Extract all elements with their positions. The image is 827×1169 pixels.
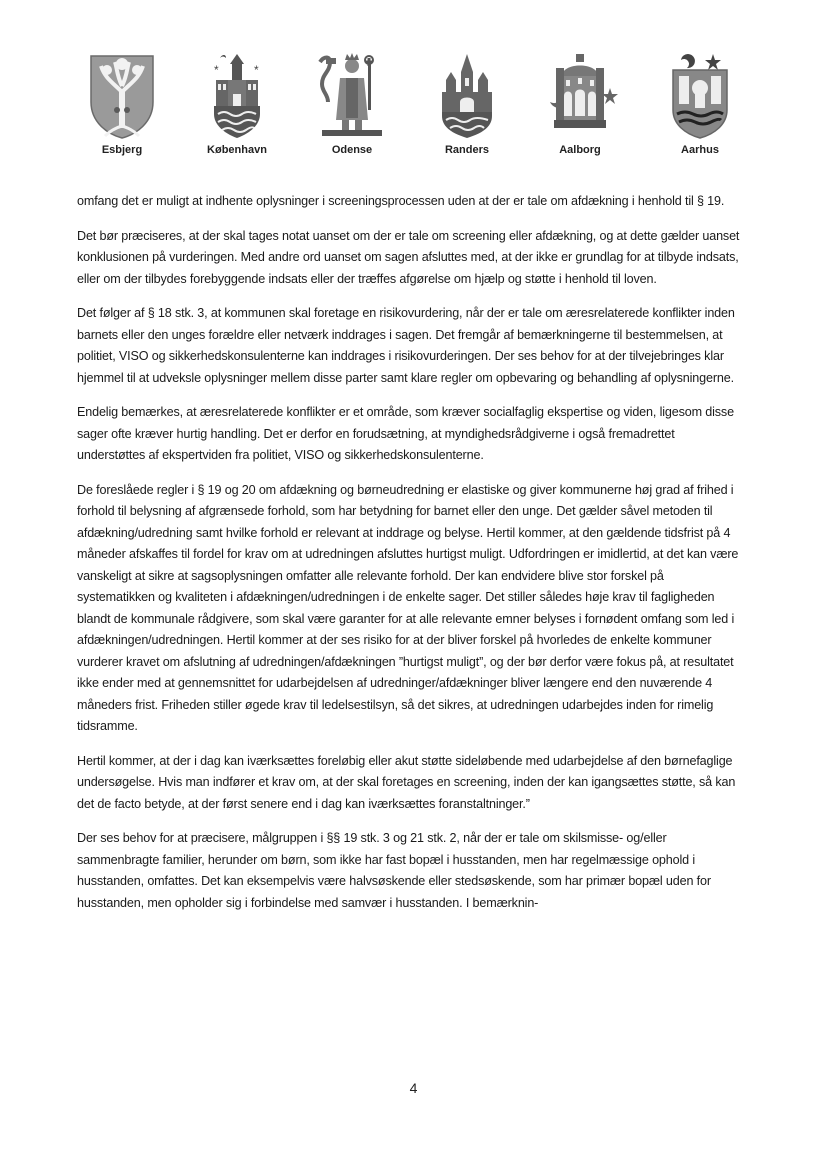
crest-randers <box>417 50 517 156</box>
crest-label-odense: Odense <box>331 144 373 156</box>
randers-crest-icon <box>432 50 502 140</box>
crest-aalborg <box>530 50 630 156</box>
svg-text:*: * <box>214 63 219 77</box>
paragraph: Det følger af § 18 stk. 3, at kommunen skal foretage en risikovurdering, når der er tale om æresrelaterede konflikter inden barnets eller den unges forældre eller netværk inddrages i sagen. Det fremgår af bemærkningerne til bestemmelsen, at politiet, VISO og sikkerhedskonsulenterne kan inddrages i risikovurderingen. Der ses behov for at der tilvejebringes klar hjemmel til at udveksle oplysninger mellem disse parter samt klare regler om opbevaring og behandling af oplysningerne. <box>77 306 735 385</box>
paragraph: Hertil kommer, at der i dag kan iværksættes foreløbig eller akut støtte sideløbende med udarbejdelse af den børnefaglige undersøgelse. Hvis man indfører et krav om, at der skal foretages en screening, inden der kan igangsættes støtte, så kan det de facto betyde, at der først senere end i dag kan iværksættes foranstaltninger.” <box>77 753 736 811</box>
aalborg-crest-icon <box>530 50 630 140</box>
paragraph: Endelig bemærkes, at æresrelaterede konflikter er et område, som kræver socialfaglig ekspertise og viden, ligesom disse sager ofte kræver hurtig handling. Det er derfor en forudsætning, at myndighedsrådgiverne i også fremadrettet understøttes af ekspertviden fra politiet, VISO og sikkerhedskonsulenterne. <box>77 405 734 462</box>
kobenhavn-crest-icon <box>202 50 272 140</box>
crest-aarhus <box>650 50 750 156</box>
svg-text:*: * <box>254 63 259 77</box>
crest-label-aalborg: Aalborg <box>559 144 601 156</box>
municipality-crests-header <box>70 40 770 165</box>
crest-label-aarhus: Aarhus <box>681 144 719 156</box>
page-number: 4 <box>409 1080 418 1096</box>
paragraph: Der ses behov for at præcisere, målgruppen i §§ 19 stk. 3 og 21 stk. 2, når der er tale om skilsmisse- og/eller sammenbragte familier, herunder om børn, som ikke har fast bopæl i husstanden, men har regelmæssige ophold i husstanden, omfattes. Det kan eksempelvis være halvsøskende eller stedsøskende, som har primær bopæl uden for husstanden, men opholder sig i forbindelse med samvær i husstanden. I bemærknin- <box>77 831 711 910</box>
paragraph: Det bør præciseres, at der skal tages notat uanset om der er tale om screening eller afdækning, og at dette gælder uanset konklusionen på vurderingen. Med andre ord uanset om sagen afsluttes med, at der ikke er grundlag for at tilbyde indsats, eller om der tilbydes forebyggende indsats eller der træffes afgørelse om hjælp og støtte i henhold til loven. <box>77 228 740 286</box>
esbjerg-crest-icon <box>87 50 157 140</box>
aarhus-crest-icon <box>665 50 735 140</box>
crest-label-kobenhavn: København <box>207 144 267 156</box>
crest-odense <box>302 50 402 156</box>
crest-label-esbjerg: Esbjerg <box>101 144 143 156</box>
crest-esbjerg <box>72 50 172 156</box>
paragraph: De foreslåede regler i § 19 og 20 om afdækning og børneudredning er elastiske og giver kommunerne høj grad af frihed i forhold til belysning af afgrænsede forhold, som har betydning for barnet eller den unge. Det gælder såvel metoden til afdækning/udredning samt hvilke forhold er relevant at inddrage og belyse. Hertil kommer, at den gældende tidsfrist på 4 måneder afskaffes til fordel for krav om at udredningen afsluttes hurtigst muligt. Udfordringen er imidlertid, at det kan være vanskeligt at sikre at sagsoplysningen omfatter alle relevante forhold. Der kan endvidere blive stor forskel på systematikken og kvaliteten i afdækningen/udredningen i de enkelte sager. Det stiller således høje krav til fagligheden blandt de kommunale rådgivere, som skal være garanter for at alle relevante emner belyses i fornødent omfang som led i afdækningen/udredningen. Hertil kommer at der ses risiko for at der bliver forskel på hvorledes de enkelte kommuner vurderer kravet om afslutning af udredningen/afdækningen ”hurtigst muligt”, og der bør derfor være fokus på, at resultatet ikke ender med at gennemsnittet for udarbejdelsen af udredninger/afdækninger bliver længere end den nuværende 4 måneders frist. Friheden stiller øgede krav til ledelsestilsyn, så det sikres, at udredningen udarbejdes inden for rimelig tidsramme. <box>77 482 739 733</box>
document-body <box>77 191 742 927</box>
crest-kobenhavn <box>187 50 287 156</box>
crest-label-randers: Randers <box>444 144 490 156</box>
paragraph: omfang det er muligt at indhente oplysninger i screeningsprocessen uden at der er tale om afdækning i henhold til § 19. <box>77 194 725 208</box>
odense-crest-icon <box>314 50 390 140</box>
